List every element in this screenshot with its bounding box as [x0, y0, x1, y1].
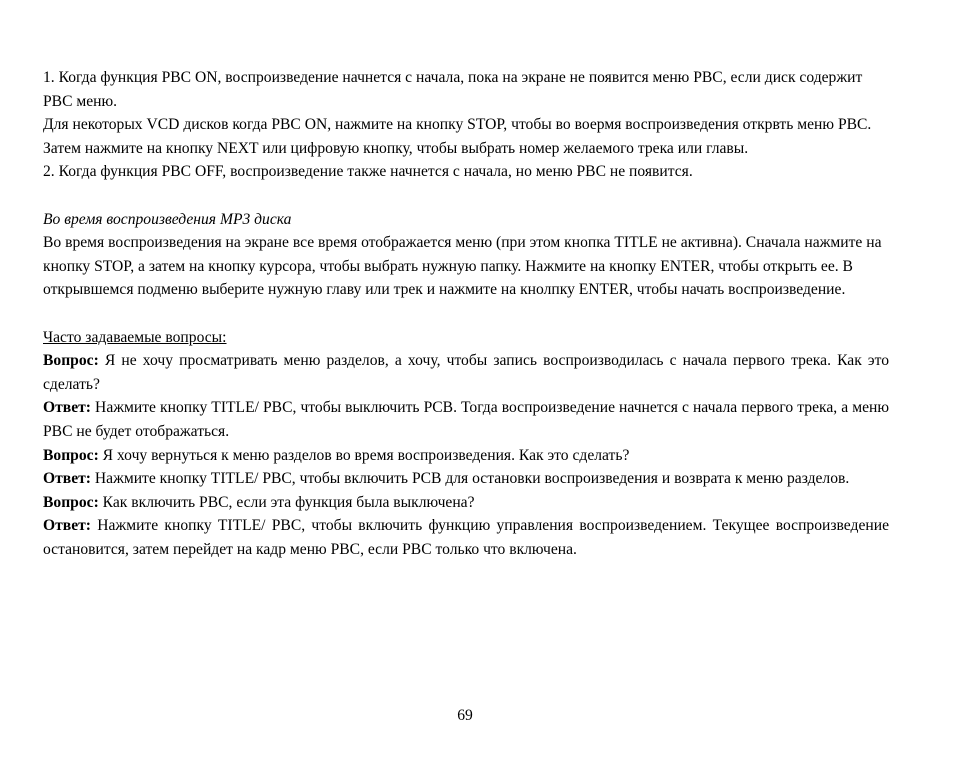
- faq-answer-3: [43, 514, 889, 561]
- question-label: Вопрос:: [43, 493, 99, 511]
- pbc-on-paragraph: 1. Когда функция PBC ON, воспроизведение начнется с начала, пока на экране не появится меню PBC, если диск содержит PBC меню.: [43, 69, 863, 110]
- spacer: [43, 184, 889, 208]
- spacer: [43, 302, 889, 326]
- document-body: [43, 66, 889, 561]
- answer-label: Ответ:: [43, 399, 91, 417]
- answer-label: Ответ:: [43, 517, 91, 535]
- answer-text: Нажмите кнопку TITLE/ PBC, чтобы включить PCB для остановки воспроизведения и возврата к меню разделов.: [90, 470, 850, 488]
- pbc-off-paragraph: 2. Когда функция PBC OFF, воспроизведение также начнется с начала, но меню PBC не появится.: [43, 163, 693, 181]
- question-label: Вопрос:: [43, 446, 99, 464]
- answer-label: Ответ:: [43, 470, 91, 488]
- question-text: Я хочу вернуться к меню разделов во время воспроизведения. Как это сделать?: [98, 446, 630, 464]
- faq-question-3: [43, 491, 889, 515]
- question-text: Как включить PBC, если эта функция была выключена?: [98, 493, 475, 511]
- mp3-section-body: Во время воспроизведения на экране все время отображается меню (при этом кнопка TITLE не активна). Сначала нажмите на кнопку STOP, а затем на кнопку курсора, чтобы выбрать нужную папку. Нажмите на кнопку ENTER, чтобы открыть ее. В открывшемся подменю выберите нужную главу или трек и нажмите на кнолпку ENTER, чтобы начать воспроизведение.: [43, 234, 882, 299]
- faq-answer-2: [43, 467, 889, 491]
- faq-question-2: [43, 444, 889, 468]
- faq-question-1: [43, 349, 889, 396]
- page-number: 69: [457, 707, 473, 724]
- mp3-section-heading: Во время воспроизведения MP3 диска: [43, 210, 292, 228]
- answer-text: Нажмите кнопку TITLE/ PBC, чтобы включить функцию управления воспроизведением. Текущее воспроизведение остановится, затем перейдет на кадр меню PBC, если PBC только что включена.: [43, 517, 889, 558]
- question-text: Я не хочу просматривать меню разделов, а хочу, чтобы запись воспроизводилась с начала первого трека. Как это сделать?: [43, 352, 889, 393]
- faq-heading: Часто задаваемые вопросы:: [43, 328, 227, 346]
- faq-answer-1: [43, 396, 889, 443]
- answer-text: Нажмите кнопку TITLE/ PBC, чтобы выключить PCB. Тогда воспроизведение начнется с начала первого трека, а меню PBC не будет отображаться.: [43, 399, 889, 440]
- vcd-stop-paragraph: Для некоторых VCD дисков когда PBC ON, нажмите на кнопку STOP, чтобы во воермя воспроизведения открвть меню PBC. Затем нажмите на кнопку NEXT или цифровую кнопку, чтобы выбрать номер желаемого трека или главы.: [43, 116, 872, 157]
- question-label: Вопрос:: [43, 352, 99, 370]
